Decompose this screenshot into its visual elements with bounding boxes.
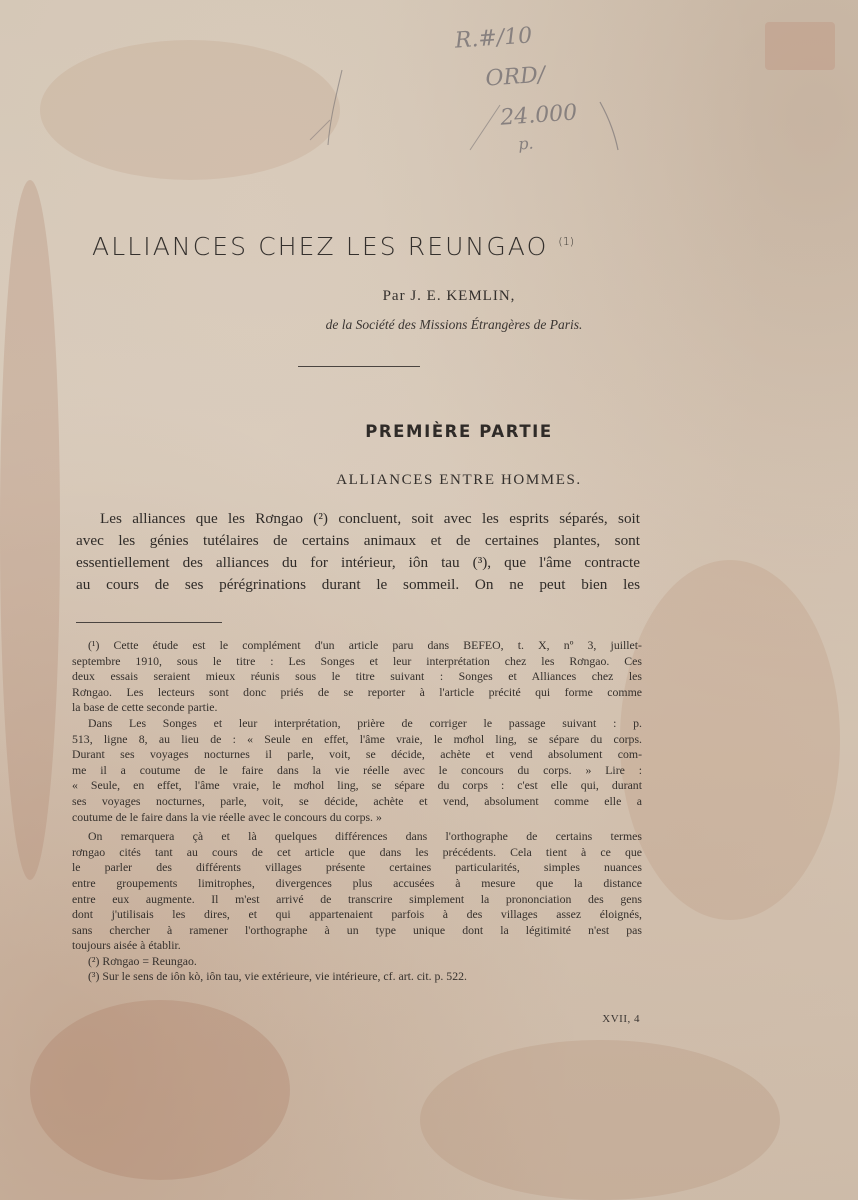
article-title — [92, 232, 692, 261]
footnote-line: deux essais seraient mieux réunis sous le titre suivant : Songes et Alliances chez les — [72, 669, 642, 684]
title-text: ALLIANCES CHEZ LES REUNGAO — [92, 232, 549, 261]
footnote-2: (²) Rơngao = Reungao. — [88, 953, 197, 968]
footnote-line: septembre 1910, sous le titre : Les Songes et leur interprétation chez les Rơngao. Ces — [72, 653, 642, 668]
part-heading: PREMIÈRE PARTIE — [365, 422, 553, 441]
footnote-line: sans chercher à ramener l'orthographe à un type unique dont la légitimité n'est pas — [72, 922, 642, 937]
footnote-line: coutume de le faire dans la vie réelle avec le concours du corps. » — [72, 809, 382, 824]
annotation-line: p. — [517, 133, 535, 154]
section-heading: ALLIANCES ENTRE HOMMES. — [336, 472, 582, 488]
footnote-line: toujours aisée à établir. — [72, 938, 181, 953]
footnote-line: « Seule, en effet, l'âme vraie, le mơhol ling, se sépare du corps : c'est elle qui, durant — [72, 778, 642, 793]
handwritten-annotations — [454, 11, 623, 156]
footnote-line: dont j'utilisais les dires, et qui appartenaient parfois à des villages assez éloignés, — [72, 907, 642, 922]
footnote-line: rơngao cités tant au cours de cet article que dans les précédents. Cela tient à ce que — [72, 844, 642, 859]
stain — [620, 560, 840, 920]
stain — [0, 180, 60, 880]
body-line: avec les génies tutélaires de certains animaux et de certaines plantes, sont — [76, 532, 640, 549]
author-affiliation: de la Société des Missions Étrangères de Paris. — [325, 317, 583, 332]
annotation-line: ORD/ — [484, 62, 546, 92]
annotation-line: 24.000 — [499, 100, 579, 131]
footnote-line: Dans Les Songes et leur interprétation, prière de corriger le passage suivant : p. — [88, 715, 642, 730]
footnote-line: entre groupements limitrophes, divergences plus accusées à mesure que la distance — [72, 875, 642, 890]
pencil-marks-left — [300, 60, 390, 150]
stain — [40, 40, 340, 180]
footnote-line: On remarquera çà et là quelques différences dans l'orthographe de certains termes — [88, 829, 642, 844]
footnote-divider — [76, 622, 222, 623]
annotation-line: R.#/10 — [454, 23, 533, 54]
footnote-line: la base de cette seconde partie. — [72, 700, 218, 715]
author-line: Par J. E. KEMLIN, — [382, 288, 516, 304]
body-line: Les alliances que les Rơngao (²) concluent, soit avec les esprits séparés, soit — [100, 510, 640, 527]
footnotes — [72, 638, 642, 985]
footnote-line: 513, ligne 8, au lieu de : « Seule en effet, l'âme vraie, le mơhol ling, se sépare du corps. — [72, 731, 642, 746]
footnote-line: Durant ses voyages nocturnes il parle, voit, se décide, achète et vend absolument com- — [72, 747, 642, 762]
printer-signature: XVII, 4 — [602, 1013, 640, 1025]
title-footnote-marker: (1) — [558, 235, 574, 248]
footnote-3: (³) Sur le sens de iôn kò, iôn tau, vie extérieure, vie intérieure, cf. art. cit. p. 522. — [88, 969, 467, 984]
footnote-line: (¹) Cette étude est le complément d'un article paru dans BEFEO, t. X, nº 3, juillet- — [88, 638, 642, 652]
body-line: essentiellement des alliances du for intérieur, iôn tau (³), que l'âme contracte — [76, 554, 640, 571]
body-line: au cours de ses pérégrinations durant le sommeil. On ne peut bien les — [76, 576, 640, 593]
body-paragraph — [76, 508, 640, 596]
stain — [420, 1040, 780, 1200]
title-divider — [298, 366, 420, 367]
stain — [30, 1000, 290, 1180]
library-stamp — [765, 22, 835, 70]
footnote-line: me il a coutume de le faire dans la vie réelle avec le concours du corps. » Lire : — [72, 762, 642, 777]
footnote-line: ses voyages nocturnes, parle, voit, se décide, achète et vend, absolument comme elle a — [72, 793, 642, 808]
footnote-line: Rơngao. Les lecteurs sont donc priés de se reporter à l'article précité qui forme comme — [72, 684, 642, 699]
footnote-line: le parler des différents villages présente certaines particularités, simples nuances — [72, 860, 642, 875]
footnote-line: entre eux augmente. Il m'est arrivé de transcrire simplement la prononciation des gens — [72, 891, 642, 906]
